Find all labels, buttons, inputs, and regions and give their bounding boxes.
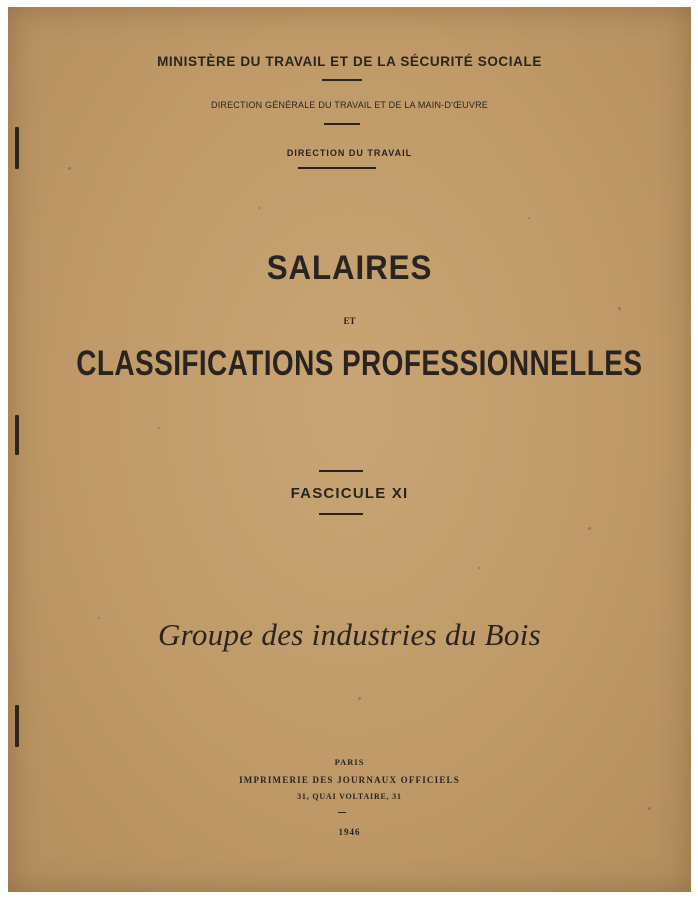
paper-speck (358, 697, 361, 700)
subtitle: Groupe des industries du Bois (158, 617, 541, 652)
paper-speck (158, 427, 160, 429)
title-line-2: CLASSIFICATIONS PROFESSIONNELLES (76, 344, 643, 383)
paper-speck (478, 567, 480, 569)
document-cover (8, 7, 691, 892)
publication-year: 1946 (338, 827, 361, 837)
direction-heading: DIRECTION DU TRAVAIL (286, 148, 413, 158)
header-rule-3 (298, 167, 376, 169)
paper-speck (258, 207, 260, 209)
paper-speck (648, 807, 651, 810)
title-line-1: SALAIRES (266, 249, 433, 287)
ministry-heading: MINISTÈRE DU TRAVAIL ET DE LA SÉCURITÉ SOCIALE (157, 54, 542, 69)
fascicule-rule-bottom (319, 513, 363, 515)
paper-speck (528, 217, 530, 219)
header-rule-1 (322, 79, 362, 81)
publisher-rule (338, 812, 346, 813)
paper-speck (618, 307, 621, 310)
paper-speck (588, 527, 591, 530)
fascicule-rule-top (319, 470, 363, 472)
title-connector: ET (343, 316, 356, 326)
publisher-address: 31, QUAI VOLTAIRE, 31 (297, 792, 402, 801)
publisher-city: PARIS (334, 757, 365, 767)
staple-bottom (15, 705, 19, 747)
general-direction-heading: DIRECTION GÉNÉRALE DU TRAVAIL ET DE LA MAIN-D'ŒUVRE (211, 100, 488, 110)
paper-speck (68, 167, 71, 170)
staple-middle (15, 415, 19, 455)
publisher-printer: IMPRIMERIE DES JOURNAUX OFFICIELS (239, 775, 460, 785)
header-rule-2 (324, 123, 360, 125)
fascicule-label: FASCICULE XI (290, 485, 409, 502)
